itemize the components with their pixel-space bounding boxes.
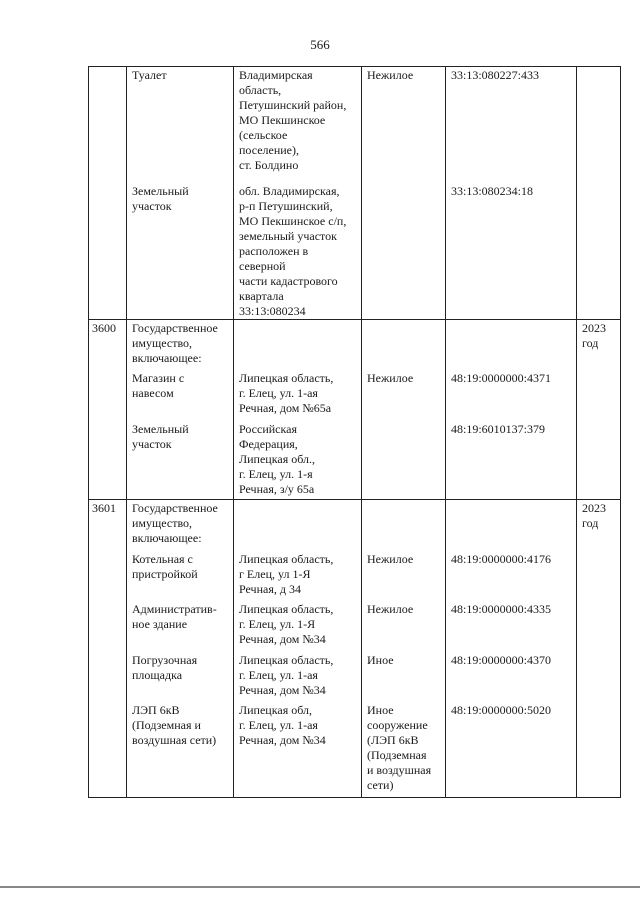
year-cell: [577, 183, 621, 320]
purpose-cell: [362, 183, 446, 320]
object-name-cell: Административ- ное здание: [127, 601, 234, 652]
object-name-cell: Земельный участок: [127, 183, 234, 320]
year-cell: [577, 652, 621, 702]
year-cell: 2023 год: [577, 499, 621, 551]
object-name-cell: Государственное имущество, включающее:: [127, 319, 234, 370]
record-number-cell: [89, 183, 127, 320]
scan-edge-line: [0, 886, 640, 888]
address-cell: Российская Федерация, Липецкая обл., г. Елец, ул. 1-я Речная, з/у 65а: [234, 421, 362, 499]
year-cell: [577, 551, 621, 601]
cadastral-number-cell: 48:19:0000000:4370: [446, 652, 577, 702]
purpose-cell: [362, 421, 446, 499]
cadastral-number-cell: 33:13:080227:433: [446, 67, 577, 183]
object-name-cell: Погрузочная площадка: [127, 652, 234, 702]
table-row: [89, 702, 621, 797]
table-row: [89, 421, 621, 499]
address-cell: Липецкая обл, г. Елец, ул. 1-ая Речная, дом №34: [234, 702, 362, 797]
year-cell: [577, 67, 621, 183]
purpose-cell: Иное: [362, 652, 446, 702]
object-name-cell: Земельный участок: [127, 421, 234, 499]
cadastral-number-cell: [446, 319, 577, 370]
record-number-cell: [89, 702, 127, 797]
record-number-cell: 3601: [89, 499, 127, 551]
record-number-cell: [89, 67, 127, 183]
record-number-cell: [89, 370, 127, 421]
purpose-cell: Иное сооружение (ЛЭП 6кВ (Подземная и воздушная сети): [362, 702, 446, 797]
table-row: [89, 183, 621, 320]
purpose-cell: [362, 319, 446, 370]
purpose-cell: Нежилое: [362, 601, 446, 652]
object-name-cell: Государственное имущество, включающее:: [127, 499, 234, 551]
address-cell: Липецкая область, г. Елец, ул. 1-ая Речная, дом №34: [234, 652, 362, 702]
address-cell: Владимирская область, Петушинский район, МО Пекшинское (сельское поселение), ст. Болдино: [234, 67, 362, 183]
table-row: [89, 551, 621, 601]
table-row: [89, 319, 621, 370]
year-cell: 2023 год: [577, 319, 621, 370]
record-number-cell: 3600: [89, 319, 127, 370]
property-registry-table: [88, 66, 621, 798]
address-cell: обл. Владимирская, р-п Петушинский, МО Пекшинское с/п, земельный участок расположен в северной части кадастрового квартала 33:13:080234: [234, 183, 362, 320]
cadastral-number-cell: 33:13:080234:18: [446, 183, 577, 320]
cadastral-number-cell: 48:19:6010137:379: [446, 421, 577, 499]
purpose-cell: Нежилое: [362, 370, 446, 421]
cadastral-number-cell: 48:19:0000000:4335: [446, 601, 577, 652]
address-cell: [234, 499, 362, 551]
year-cell: [577, 370, 621, 421]
record-number-cell: [89, 421, 127, 499]
page-number: 566: [310, 37, 330, 52]
address-cell: Липецкая область, г. Елец, ул. 1-ая Речная, дом №65а: [234, 370, 362, 421]
table-row: [89, 67, 621, 183]
year-cell: [577, 601, 621, 652]
cadastral-number-cell: 48:19:0000000:5020: [446, 702, 577, 797]
object-name-cell: Котельная с пристройкой: [127, 551, 234, 601]
table-row: [89, 370, 621, 421]
object-name-cell: ЛЭП 6кВ (Подземная и воздушная сети): [127, 702, 234, 797]
purpose-cell: Нежилое: [362, 67, 446, 183]
object-name-cell: Туалет: [127, 67, 234, 183]
address-cell: Липецкая область, г. Елец, ул. 1-Я Речная, дом №34: [234, 601, 362, 652]
cadastral-number-cell: [446, 499, 577, 551]
object-name-cell: Магазин с навесом: [127, 370, 234, 421]
table-row: [89, 652, 621, 702]
purpose-cell: Нежилое: [362, 551, 446, 601]
record-number-cell: [89, 551, 127, 601]
year-cell: [577, 421, 621, 499]
cadastral-number-cell: 48:19:0000000:4371: [446, 370, 577, 421]
record-number-cell: [89, 652, 127, 702]
table-row: [89, 499, 621, 551]
purpose-cell: [362, 499, 446, 551]
record-number-cell: [89, 601, 127, 652]
address-cell: [234, 319, 362, 370]
address-cell: Липецкая область, г Елец, ул 1-Я Речная, д 34: [234, 551, 362, 601]
year-cell: [577, 702, 621, 797]
cadastral-number-cell: 48:19:0000000:4176: [446, 551, 577, 601]
table-row: [89, 601, 621, 652]
